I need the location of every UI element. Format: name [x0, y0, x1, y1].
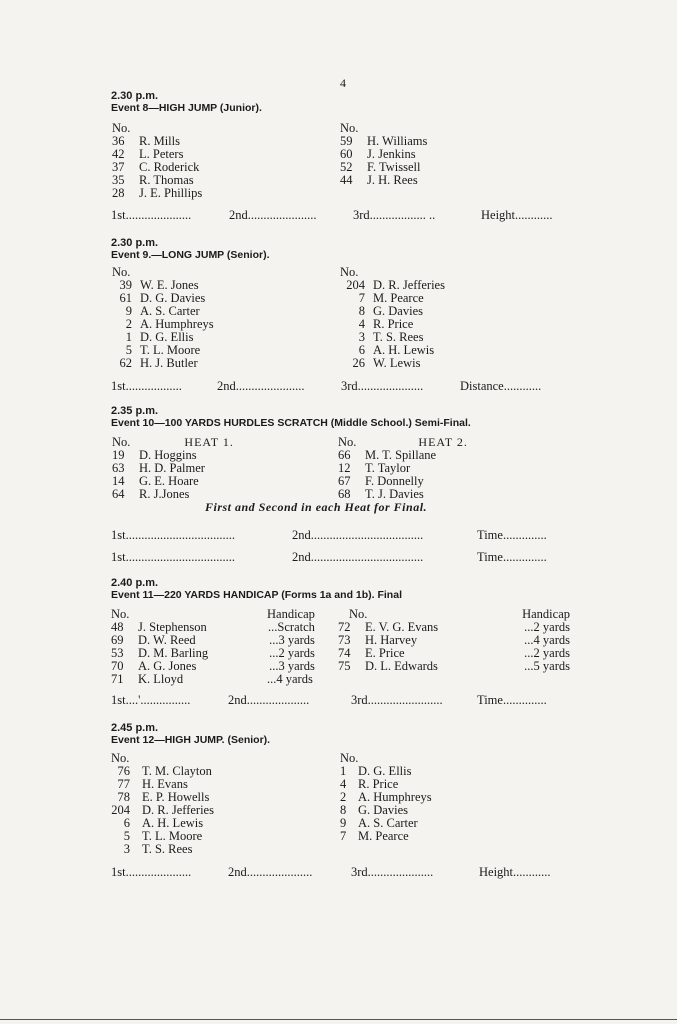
list-item: 4 R. Price [358, 317, 414, 331]
no-header: No. [112, 121, 131, 135]
list-item: 6 A. H. Lewis [123, 816, 204, 830]
list-item: 72 E. V. G. Evans [338, 620, 439, 634]
no-header: No. [112, 435, 131, 449]
list-item: 8 G. Davies [340, 803, 408, 817]
right-entrants [340, 266, 445, 370]
right-entrants [340, 752, 432, 843]
no-header: No. [340, 751, 359, 765]
left-entrants [111, 608, 208, 686]
list-item: 7 M. Pearce [358, 291, 424, 305]
list-item: 28 J. E. Phillips [112, 186, 203, 200]
list-item: 12 T. Taylor [338, 461, 411, 475]
left-entrants [111, 752, 214, 856]
left-entrants [112, 436, 234, 501]
event-title: Event 8—HIGH JUMP (Junior). [111, 102, 262, 114]
event-title: Event 11—220 YARDS HANDICAP (Forms 1a and 1b). Final [111, 589, 402, 601]
list-item: 1 D. G. Ellis [340, 764, 412, 778]
list-item: 19 D. Hoggins [112, 448, 197, 462]
list-item: 63 H. D. Palmer [112, 461, 205, 475]
page-number: 4 [340, 76, 346, 90]
event-9: 2.30 p.m. Event 9.—LONG JUMP (Senior). No. 39 W. E. Jones 61 D. G. Davies 9 A. S. Carter 2 A. Humphreys 1 D. G. Ellis 5 T. L. Moore 62 H. J. Butler No. 204 D. R. Jefferies 7 M. Pearce 8 G. Davies 4 R. Price 3 T. S. Rees 6 A. H. Lewis 26 W. Lewis 1st.................. 2nd...................... 3rd..................... Distance............ [111, 237, 576, 262]
list-item: 9 A. S. Carter [125, 304, 200, 318]
list-item: 7 M. Pearce [340, 829, 409, 843]
no-header: No. [111, 751, 130, 765]
event-title: Event 12—HIGH JUMP. (Senior). [111, 734, 271, 746]
list-item: 48 J. Stephenson [111, 620, 207, 634]
list-item: 39 W. E. Jones [119, 278, 199, 292]
no-header: No. [340, 121, 359, 135]
event-8: 2.30 p.m. Event 8—HIGH JUMP (Junior). No. 36 R. Mills 42 L. Peters 37 C. Roderick 35 R. Thomas 28 J. E. Phillips No. 59 H. Williams 60 J. Jenkins 52 F. Twissell 44 J. H. Rees 1st..................... 2nd...................... 3rd.................. .. Height............ [111, 90, 576, 115]
no-header: No. [349, 607, 368, 621]
list-item: 67 F. Donnelly [338, 474, 424, 488]
no-header: No. [111, 607, 130, 621]
event-12: 2.45 p.m. Event 12—HIGH JUMP. (Senior). No. 76 T. M. Clayton 77 H. Evans 78 E. P. Howells 204 D. R. Jefferies 6 A. H. Lewis 5 T. L. Moore 3 T. S. Rees No. 1 D. G. Ellis 4 R. Price 2 A. Humphreys 8 G. Davies 9 A. S. Carter 7 M. Pearce 1st..................... 2nd..................... 3rd..................... Height............ [111, 722, 576, 747]
handicap-header: Handicap [522, 607, 570, 621]
list-item: 4 R. Price [340, 777, 399, 791]
list-item: 73 H. Harvey [338, 633, 418, 647]
event-time: 2.40 p.m. [111, 577, 159, 589]
event-time: 2.45 p.m. [111, 722, 159, 734]
list-item: 8 G. Davies [358, 304, 423, 318]
list-item: 68 T. J. Davies [338, 487, 424, 501]
list-item: 14 G. E. Hoare [112, 474, 199, 488]
list-item: 60 J. Jenkins [340, 147, 416, 161]
list-item: 2 A. Humphreys [340, 790, 432, 804]
list-item: 71 K. Lloyd [111, 672, 184, 686]
list-item: 75 D. L. Edwards [338, 659, 438, 673]
list-item: 5 T. L. Moore [123, 829, 203, 843]
list-item: 6 A. H. Lewis [358, 343, 435, 357]
left-entrants [112, 122, 202, 200]
no-header: No. [338, 435, 357, 449]
list-item: 3 T. S. Rees [358, 330, 424, 344]
list-item: 78 E. P. Howells [117, 790, 210, 804]
list-item: 2 A. Humphreys [125, 317, 214, 331]
left-entrants [112, 266, 214, 370]
list-item: 5 T. L. Moore [125, 343, 201, 357]
list-item: 36 R. Mills [112, 134, 180, 148]
list-item: 26 W. Lewis [352, 356, 421, 370]
list-item: 59 H. Williams [340, 134, 428, 148]
no-header: No. [340, 265, 359, 279]
list-item: 42 L. Peters [112, 147, 184, 161]
list-item: 77 H. Evans [117, 777, 188, 791]
list-item: 204 D. R. Jefferies [111, 803, 214, 817]
list-item: 1 D. G. Ellis [125, 330, 194, 344]
left-handicaps: Handicap ...Scratch ...3 yards ...2 yards ...3 yards ...4 yards [267, 607, 315, 686]
heat-1-label: HEAT 1. [184, 435, 234, 449]
page-bottom-edge [0, 1019, 677, 1020]
list-item: 3 T. S. Rees [123, 842, 193, 856]
list-item: 35 R. Thomas [112, 173, 194, 187]
list-item: 70 A. G. Jones [111, 659, 197, 673]
list-item: 9 A. S. Carter [340, 816, 418, 830]
event-title: Event 9.—LONG JUMP (Senior). [111, 249, 270, 261]
right-entrants [340, 122, 427, 187]
event-10: 2.35 p.m. Event 10—100 YARDS HURDLES SCRATCH (Middle School.) Semi-Final. No. HEAT 1. 19 D. Hoggins 63 H. D. Palmer 14 G. E. Hoare 64 R. J.Jones No. HEAT 2. 66 M. T. Spillane 12 T. Taylor 67 F. Donnelly 68 T. J. Davies First and Second in each Heat for Final. 1st................................... 2nd.................................... Time.............. 1st................................... 2nd.................................... Time.............. [111, 405, 576, 430]
list-item: 204 D. R. Jefferies [346, 278, 445, 292]
event-time: 2.30 p.m. [111, 237, 159, 249]
list-item: 66 M. T. Spillane [338, 448, 437, 462]
list-item: 53 D. M. Barling [111, 646, 209, 660]
event-11: 2.40 p.m. Event 11—220 YARDS HANDICAP (Forms 1a and 1b). Final No. 48 J. Stephenson 69 D. W. Reed 53 D. M. Barling 70 A. G. Jones 71 K. Lloyd Handicap ...Scratch ...3 yards ...2 yards ...3 yards ...4 yards No. 72 E. V. G. Evans 73 H. Harvey 74 E. Price 75 D. L. Edwards Handicap ...2 yards ...4 yards ...2 yards ...5 yards 1st....'................ 2nd.................... 3rd........................ Time.............. [111, 577, 576, 602]
right-handicaps: Handicap ...2 yards ...4 yards ...2 yards ...5 yards [522, 607, 570, 673]
right-entrants [338, 608, 438, 673]
final-note: First and Second in each Heat for Final. [205, 500, 428, 514]
list-item: 44 J. H. Rees [340, 173, 418, 187]
right-entrants [338, 436, 468, 501]
list-item: 64 R. J.Jones [112, 487, 190, 501]
list-item: 61 D. G. Davies [119, 291, 206, 305]
event-title: Event 10—100 YARDS HURDLES SCRATCH (Middle School.) Semi-Final. [111, 417, 471, 429]
list-item: 37 C. Roderick [112, 160, 200, 174]
event-time: 2.35 p.m. [111, 405, 159, 417]
list-item: 74 E. Price [338, 646, 405, 660]
list-item: 52 F. Twissell [340, 160, 421, 174]
no-header: No. [112, 265, 131, 279]
heat-2-label: HEAT 2. [418, 435, 468, 449]
handicap-header: Handicap [267, 607, 315, 621]
event-time: 2.30 p.m. [111, 90, 159, 102]
list-item: 62 H. J. Butler [119, 356, 198, 370]
list-item: 69 D. W. Reed [111, 633, 196, 647]
list-item: 76 T. M. Clayton [117, 764, 212, 778]
